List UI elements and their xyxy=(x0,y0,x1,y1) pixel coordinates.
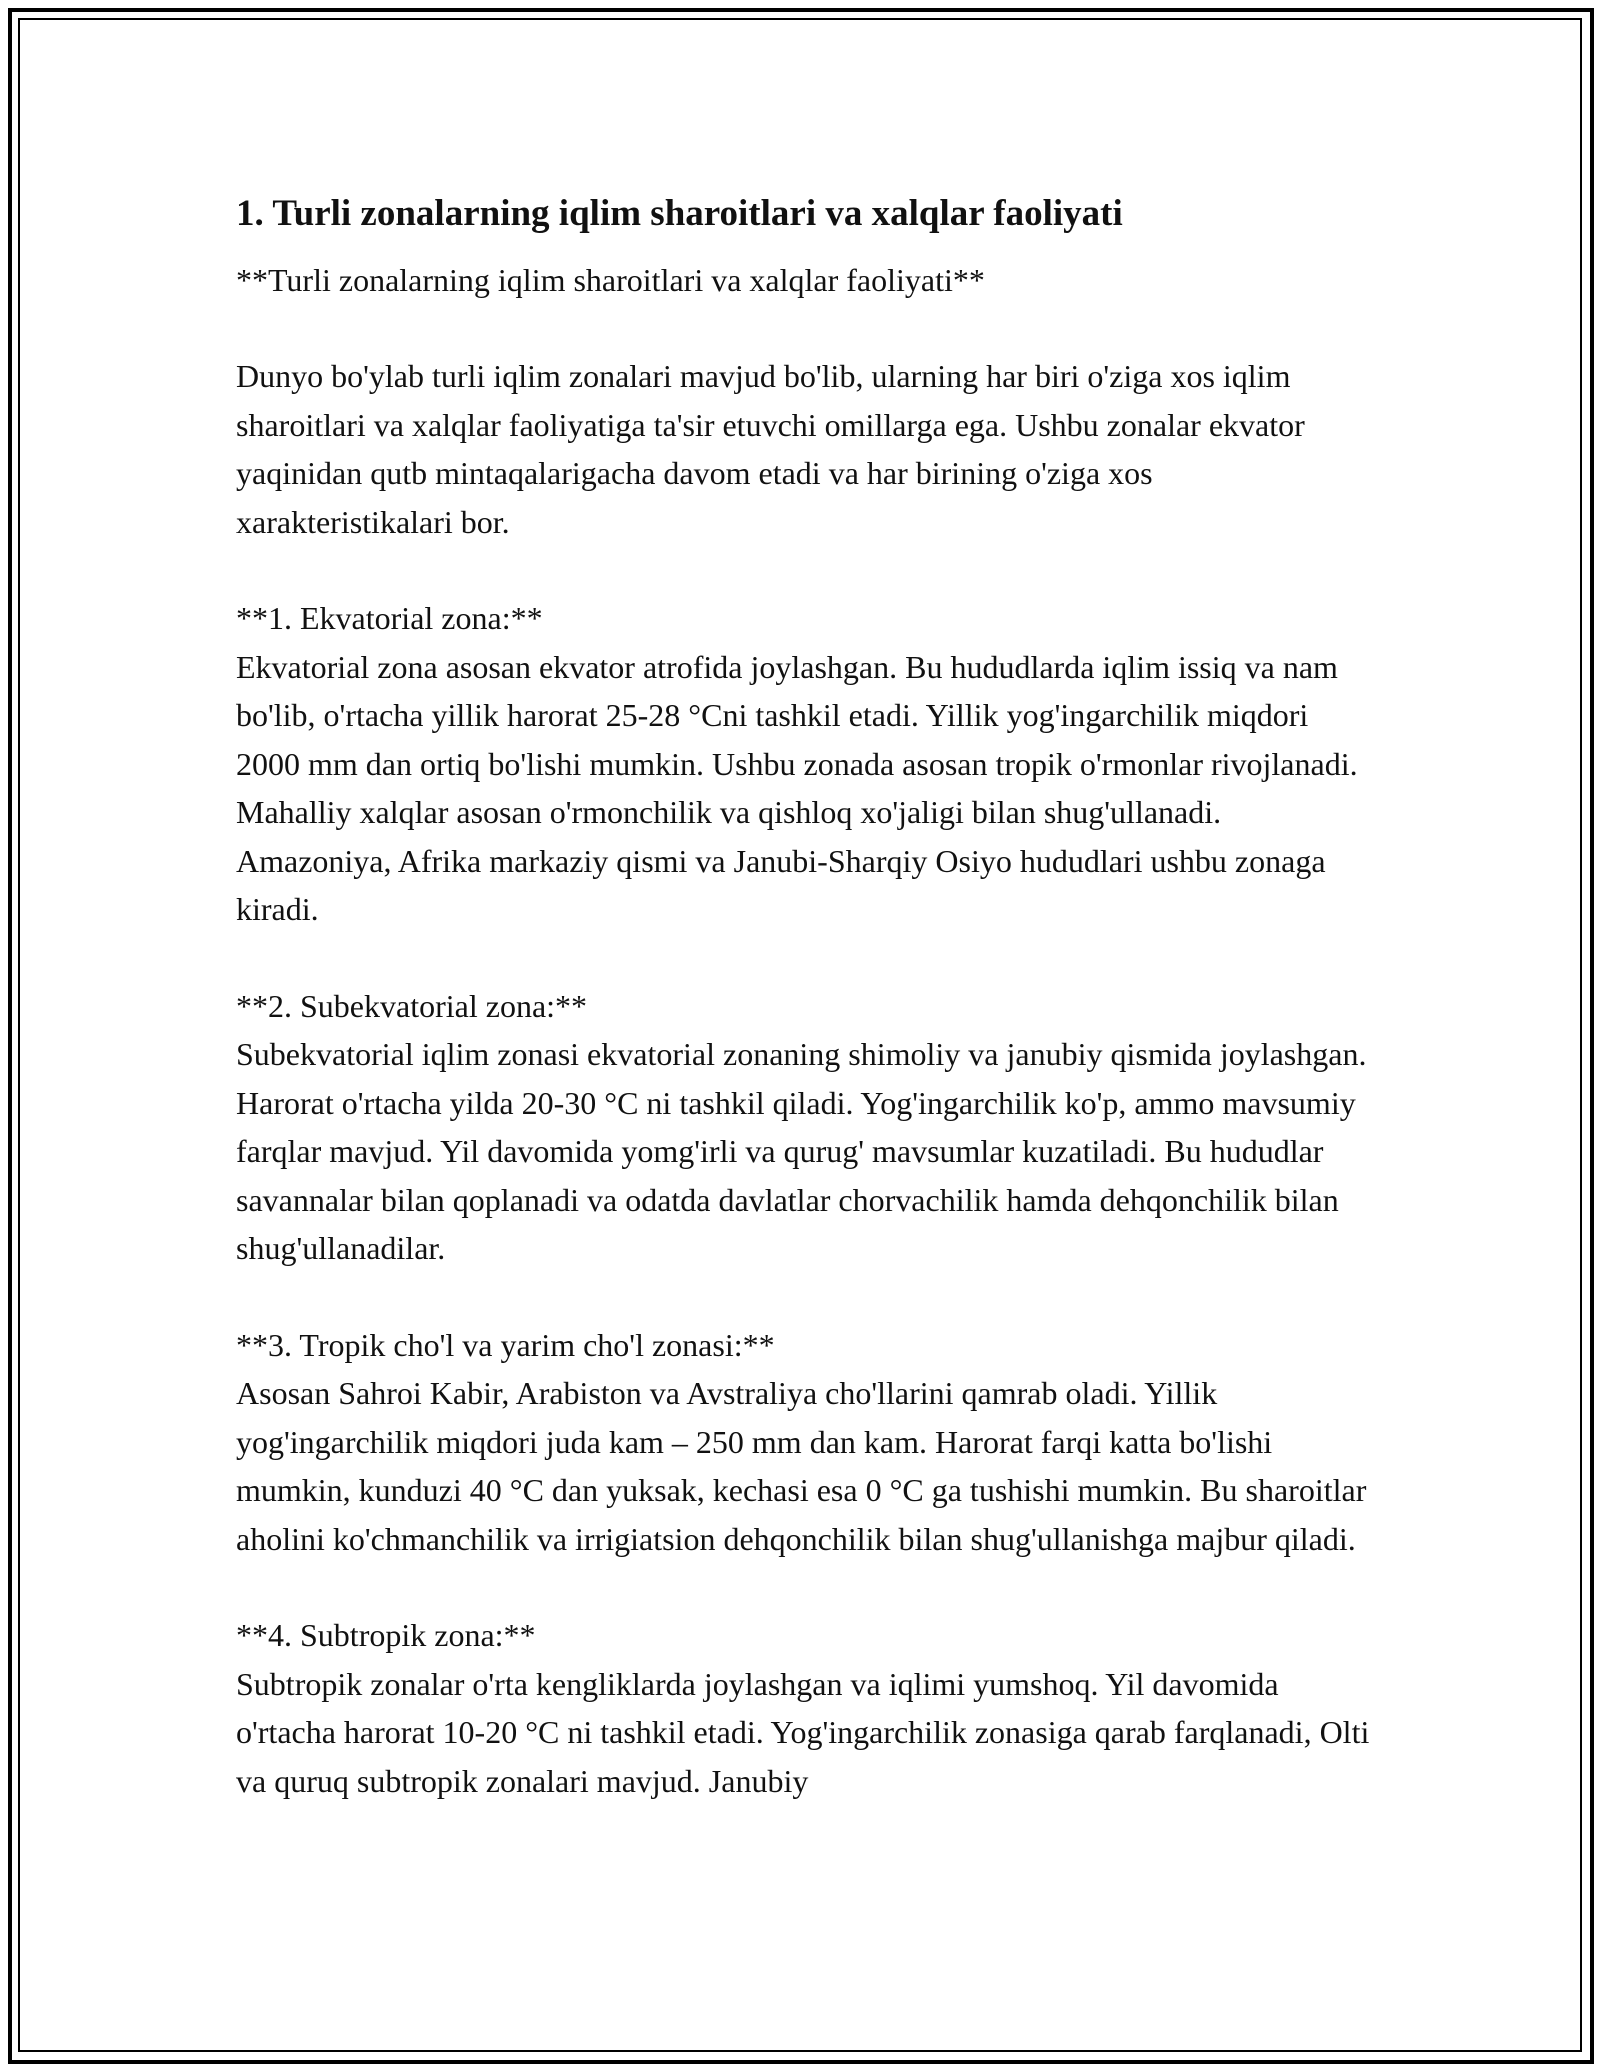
section-subtropik xyxy=(236,1611,1376,1805)
section-body: Asosan Sahroi Kabir, Arabiston va Avstraliya cho'llarini qamrab oladi. Yillik yog'ingarchilik miqdori juda kam – 250 mm dan kam. Harorat farqi katta bo'lishi mumkin, kunduzi 40 °C dan yuksak, kechasi esa 0 °C ga tushishi mumkin. Bu sharoitlar aholini ko'chmanchilik va irrigiatsion dehqonchilik bilan shug'ullanishga majbur qiladi. xyxy=(236,1375,1367,1557)
document-subtitle: **Turli zonalarning iqlim sharoitlari va xalqlar faoliyati** xyxy=(236,262,985,298)
section-title: **1. Ekvatorial zona:** xyxy=(236,600,543,636)
section-body: Ekvatorial zona asosan ekvator atrofida joylashgan. Bu hududlarda iqlim issiq va nam bo'lib, o'rtacha yillik harorat 25-28 °Cni tashkil etadi. Yillik yog'ingarchilik miqdori 2000 mm dan ortiq bo'lishi mumkin. Ushbu zonada asosan tropik o'rmonlar rivojlanadi. Mahalliy xalqlar asosan o'rmonchilik va qishloq xo'jaligi bilan shug'ullanadi. Amazoniya, Afrika markaziy qismi va Janubi-Sharqiy Osiyo hududlari ushbu zonaga kiradi. xyxy=(236,648,1358,927)
section-title: **3. Tropik cho'l va yarim cho'l zonasi:** xyxy=(236,1326,775,1363)
section-body: Subekvatorial iqlim zonasi ekvatorial zonaning shimoliy va janubiy qismida joylashgan. Harorat o'rtacha yilda 20-30 °C ni tashkil qiladi. Yog'ingarchilik ko'p, ammo mavsumiy farqlar mavjud. Yil davomida yomg'irli va qurug' mavsumlar kuzatiladi. Bu hududlar savannalar bilan qoplanadi va odatda davlatlar chorvachilik hamda dehqonchilik bilan shug'ullanadilar. xyxy=(236,1036,1367,1266)
intro-paragraph: Dunyo bo'ylab turli iqlim zonalari mavjud bo'lib, ularning har biri o'ziga xos iqlim sharoitlari va xalqlar faoliyatiga ta'sir etuvchi omillarga ega. Ushbu zonalar ekvator yaqinidan qutb mintaqalarigacha davom etadi va har birining o'ziga xos xarakteristikalari bor. xyxy=(236,358,1305,540)
section-tropik-chol xyxy=(236,1321,1376,1564)
document-heading: 1. Turli zonalarning iqlim sharoitlari va xalqlar faoliyati xyxy=(236,193,1123,234)
document-body xyxy=(236,188,1376,1805)
section-title: **4. Subtropik zona:** xyxy=(236,1617,536,1653)
section-body: Subtropik zonalar o'rta kengliklarda joylashgan va iqlimi yumshoq. Yil davomida o'rtacha harorat 10-20 °C ni tashkil etadi. Yog'ingarchilik zonasiga qarab farqlanadi, Olti va quruq subtropik zonalari mavjud. Janubiy xyxy=(236,1665,1370,1799)
section-subekvatorial xyxy=(236,982,1376,1273)
section-title: **2. Subekvatorial zona:** xyxy=(236,987,588,1024)
section-ekvatorial xyxy=(236,594,1376,934)
